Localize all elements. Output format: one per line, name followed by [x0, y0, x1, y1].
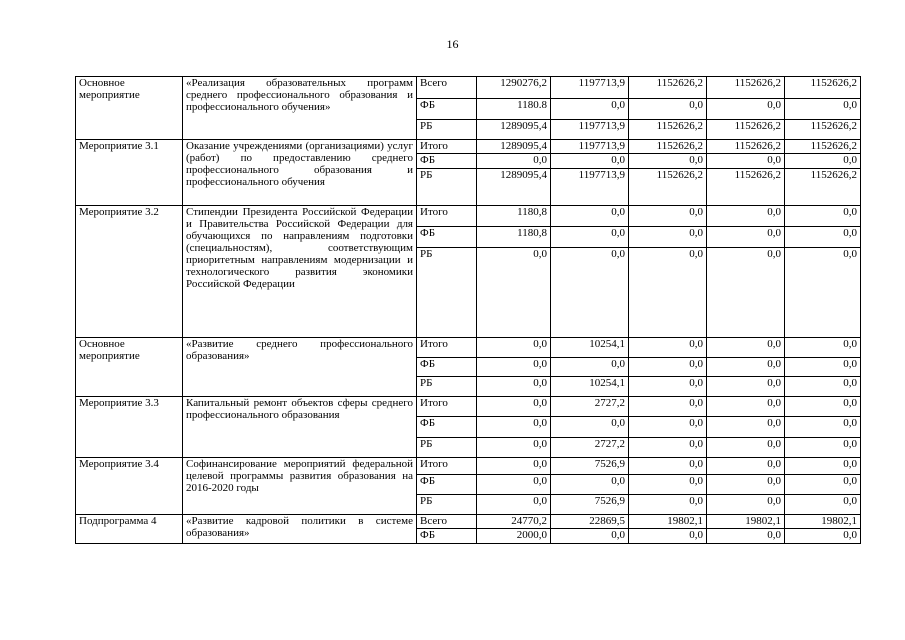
- amount-cell: 0,0: [707, 338, 785, 358]
- measure-type-cell: Мероприятие 3.1: [76, 140, 183, 206]
- amount-cell: 0,0: [629, 529, 707, 544]
- amount-cell: 0,0: [629, 338, 707, 358]
- amount-cell: 0,0: [785, 377, 861, 397]
- amount-cell: 0,0: [785, 397, 861, 417]
- funding-source-cell: Итого: [417, 140, 477, 154]
- amount-cell: 0,0: [707, 495, 785, 515]
- amount-cell: 0,0: [477, 458, 551, 475]
- amount-cell: 0,0: [785, 458, 861, 475]
- funding-source-cell: ФБ: [417, 154, 477, 169]
- amount-cell: 0,0: [707, 438, 785, 458]
- amount-cell: 1197713,9: [551, 169, 629, 206]
- measure-type-cell: Мероприятие 3.3: [76, 397, 183, 458]
- funding-source-cell: Итого: [417, 206, 477, 227]
- table-row: [76, 140, 861, 154]
- amount-cell: 0,0: [785, 99, 861, 120]
- amount-cell: 2727,2: [551, 438, 629, 458]
- measure-description-cell: «Развитие среднего профессионального образования»: [183, 338, 417, 397]
- amount-cell: 0,0: [477, 358, 551, 377]
- amount-cell: 1152626,2: [785, 140, 861, 154]
- amount-cell: 1289095,4: [477, 120, 551, 140]
- amount-cell: 0,0: [629, 154, 707, 169]
- funding-source-cell: РБ: [417, 495, 477, 515]
- funding-source-cell: РБ: [417, 120, 477, 140]
- amount-cell: 1289095,4: [477, 140, 551, 154]
- funding-source-cell: Итого: [417, 397, 477, 417]
- amount-cell: 0,0: [707, 206, 785, 227]
- measure-type-cell: Основное мероприятие: [76, 77, 183, 140]
- funding-source-cell: Итого: [417, 338, 477, 358]
- amount-cell: 1152626,2: [629, 169, 707, 206]
- amount-cell: 22869,5: [551, 515, 629, 529]
- measure-type-cell: Мероприятие 3.4: [76, 458, 183, 515]
- measure-description-cell: «Реализация образовательных программ среднего профессионального образования и профессионального обучения»: [183, 77, 417, 140]
- amount-cell: 1180.8: [477, 99, 551, 120]
- amount-cell: 0,0: [707, 154, 785, 169]
- amount-cell: 0,0: [707, 458, 785, 475]
- amount-cell: 0,0: [707, 417, 785, 438]
- amount-cell: 0,0: [707, 248, 785, 338]
- amount-cell: 0,0: [629, 417, 707, 438]
- amount-cell: 1197713,9: [551, 140, 629, 154]
- amount-cell: 0,0: [707, 397, 785, 417]
- table-row: [76, 397, 861, 417]
- funding-source-cell: ФБ: [417, 417, 477, 438]
- amount-cell: 0,0: [629, 397, 707, 417]
- funding-source-cell: Итого: [417, 458, 477, 475]
- amount-cell: 1197713,9: [551, 77, 629, 99]
- amount-cell: 0,0: [477, 417, 551, 438]
- amount-cell: 1152626,2: [707, 120, 785, 140]
- amount-cell: 1152626,2: [629, 77, 707, 99]
- amount-cell: 0,0: [629, 227, 707, 248]
- measure-description-cell: Капитальный ремонт объектов сферы среднего профессионального образования: [183, 397, 417, 458]
- amount-cell: 1152626,2: [785, 120, 861, 140]
- measure-type-cell: Подпрограмма 4: [76, 515, 183, 544]
- amount-cell: 0,0: [707, 99, 785, 120]
- amount-cell: 0,0: [477, 438, 551, 458]
- amount-cell: 0,0: [477, 154, 551, 169]
- amount-cell: 0,0: [477, 397, 551, 417]
- amount-cell: 19802,1: [707, 515, 785, 529]
- amount-cell: 0,0: [785, 338, 861, 358]
- funding-source-cell: Всего: [417, 515, 477, 529]
- table-row: [76, 458, 861, 475]
- table-row: [76, 77, 861, 99]
- measure-description-cell: Стипендии Президента Российской Федерации и Правительства Российской Федерации для обучающихся по направлениям подготовки (специальностям), соответствующим приоритетным направлениям модернизации и технологического развития экономики Российской Федерации: [183, 206, 417, 338]
- amount-cell: 0,0: [551, 475, 629, 495]
- amount-cell: 0,0: [477, 248, 551, 338]
- amount-cell: 0,0: [629, 495, 707, 515]
- amount-cell: 0,0: [707, 358, 785, 377]
- funding-source-cell: РБ: [417, 248, 477, 338]
- amount-cell: 0,0: [707, 377, 785, 397]
- amount-cell: 1152626,2: [707, 77, 785, 99]
- measure-type-cell: Мероприятие 3.2: [76, 206, 183, 338]
- amount-cell: 19802,1: [785, 515, 861, 529]
- amount-cell: 1152626,2: [629, 140, 707, 154]
- amount-cell: 0,0: [551, 529, 629, 544]
- amount-cell: 0,0: [785, 417, 861, 438]
- amount-cell: 0,0: [551, 358, 629, 377]
- amount-cell: 0,0: [629, 377, 707, 397]
- funding-source-cell: ФБ: [417, 529, 477, 544]
- funding-source-cell: РБ: [417, 377, 477, 397]
- amount-cell: 0,0: [477, 338, 551, 358]
- measure-description-cell: «Развитие кадровой политики в системе образования»: [183, 515, 417, 544]
- budget-table-body: [76, 77, 861, 544]
- amount-cell: 1152626,2: [785, 77, 861, 99]
- amount-cell: 0,0: [477, 377, 551, 397]
- amount-cell: 0,0: [551, 154, 629, 169]
- funding-source-cell: Всего: [417, 77, 477, 99]
- amount-cell: 1180,8: [477, 227, 551, 248]
- amount-cell: 1152626,2: [707, 169, 785, 206]
- measure-description-cell: Оказание учреждениями (организациями) услуг (работ) по предоставлению среднего профессионального образования и профессионального обучения: [183, 140, 417, 206]
- amount-cell: 1289095,4: [477, 169, 551, 206]
- table-row: [76, 338, 861, 358]
- page-number: 16: [446, 37, 459, 51]
- funding-source-cell: РБ: [417, 169, 477, 206]
- amount-cell: 24770,2: [477, 515, 551, 529]
- table-row: [76, 515, 861, 529]
- amount-cell: 0,0: [785, 475, 861, 495]
- amount-cell: 0,0: [629, 475, 707, 495]
- amount-cell: 0,0: [785, 495, 861, 515]
- amount-cell: 0,0: [785, 438, 861, 458]
- amount-cell: 0,0: [629, 248, 707, 338]
- amount-cell: 1290276,2: [477, 77, 551, 99]
- amount-cell: 0,0: [477, 475, 551, 495]
- amount-cell: 0,0: [551, 99, 629, 120]
- amount-cell: 1152626,2: [707, 140, 785, 154]
- amount-cell: 0,0: [707, 529, 785, 544]
- amount-cell: 0,0: [785, 248, 861, 338]
- amount-cell: 0,0: [785, 529, 861, 544]
- amount-cell: 0,0: [551, 248, 629, 338]
- amount-cell: 0,0: [551, 206, 629, 227]
- amount-cell: 0,0: [707, 227, 785, 248]
- amount-cell: 1180,8: [477, 206, 551, 227]
- amount-cell: 10254,1: [551, 338, 629, 358]
- measure-type-cell: Основное мероприятие: [76, 338, 183, 397]
- amount-cell: 0,0: [629, 99, 707, 120]
- amount-cell: 1197713,9: [551, 120, 629, 140]
- amount-cell: 0,0: [785, 154, 861, 169]
- amount-cell: 0,0: [629, 458, 707, 475]
- measure-description-cell: Софинансирование мероприятий федеральной целевой программы развития образования на 2016-2020 годы: [183, 458, 417, 515]
- funding-source-cell: ФБ: [417, 358, 477, 377]
- amount-cell: 0,0: [785, 227, 861, 248]
- funding-source-cell: ФБ: [417, 475, 477, 495]
- amount-cell: 0,0: [551, 417, 629, 438]
- amount-cell: 0,0: [629, 438, 707, 458]
- amount-cell: 0,0: [551, 227, 629, 248]
- amount-cell: 0,0: [629, 358, 707, 377]
- amount-cell: 10254,1: [551, 377, 629, 397]
- funding-source-cell: ФБ: [417, 227, 477, 248]
- amount-cell: 1152626,2: [629, 120, 707, 140]
- amount-cell: 19802,1: [629, 515, 707, 529]
- amount-cell: 0,0: [785, 206, 861, 227]
- funding-source-cell: РБ: [417, 438, 477, 458]
- amount-cell: 2727,2: [551, 397, 629, 417]
- amount-cell: 1152626,2: [785, 169, 861, 206]
- table-row: [76, 206, 861, 227]
- amount-cell: 0,0: [477, 495, 551, 515]
- amount-cell: 0,0: [629, 206, 707, 227]
- amount-cell: 7526,9: [551, 495, 629, 515]
- amount-cell: 0,0: [707, 475, 785, 495]
- amount-cell: 7526,9: [551, 458, 629, 475]
- funding-source-cell: ФБ: [417, 99, 477, 120]
- amount-cell: 0,0: [785, 358, 861, 377]
- amount-cell: 2000,0: [477, 529, 551, 544]
- budget-table: [75, 76, 861, 544]
